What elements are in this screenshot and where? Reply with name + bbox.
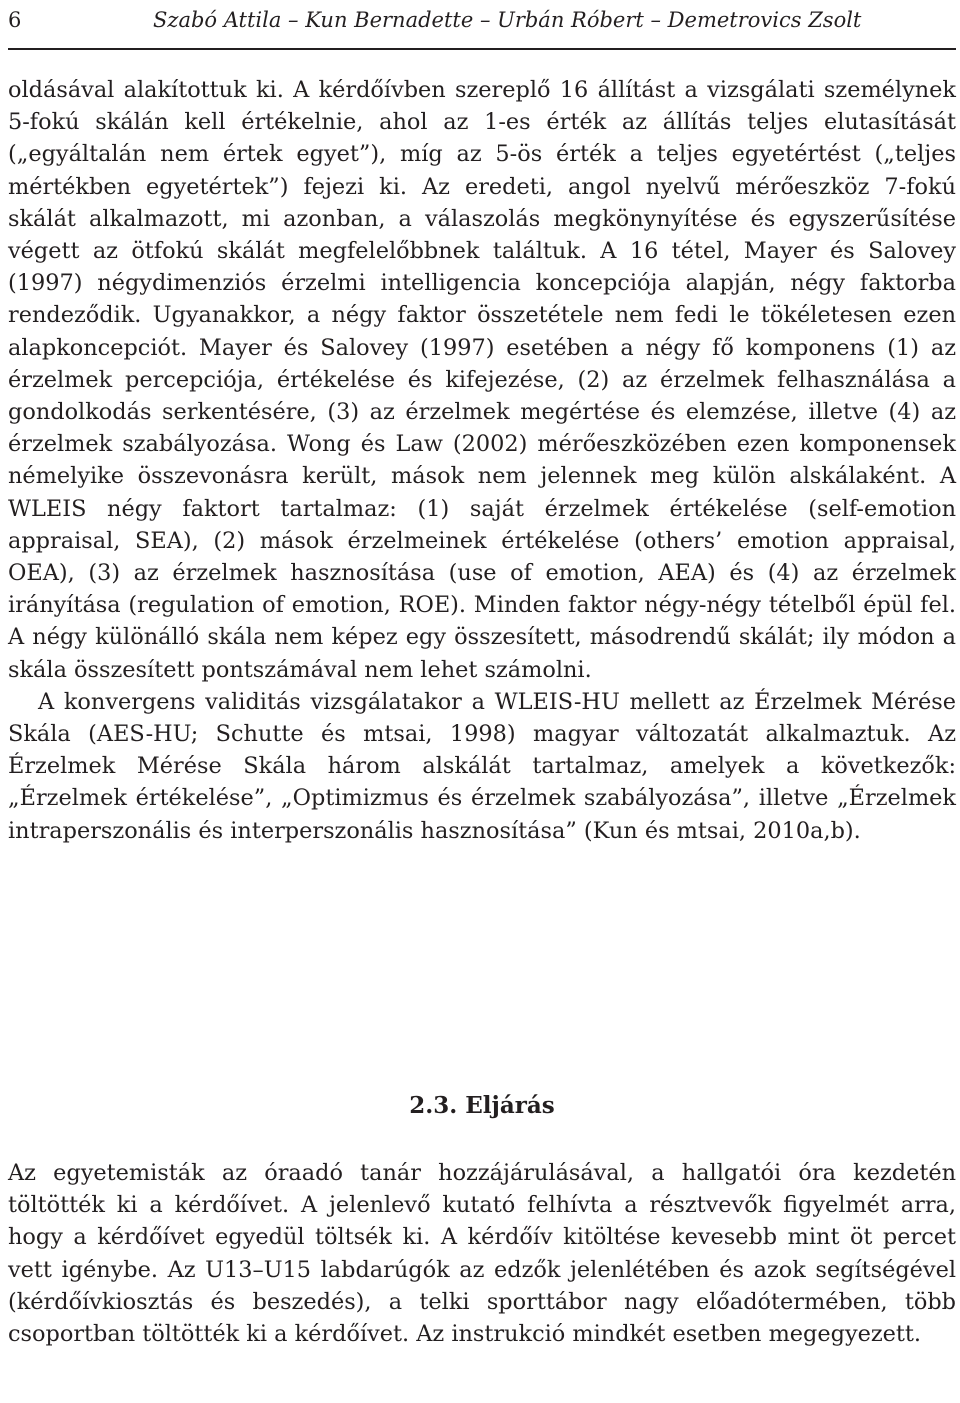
page-number: 6 xyxy=(8,8,22,32)
paragraph: Az egyetemisták az óraadó tanár hozzájárulásával, a hallgatói óra kezdetén töltötték ki a kérdőívet. A jelenlevő kutató felhívta a résztvevők figyelmét arra, hogy a kérdőívet egyedül töltsék ki. A kérdőív kitöltése kevesebb mint öt percet vett igénybe. Az U13–U15 labdarúgók az edzők jelenlétében és azok segítségével (kérdőívkiosztás és beszedés), a telki sporttábor nagy előadótermében, több csoportban töltötték ki a kérdőívet. Az instrukció mindkét esetben megegyezett. xyxy=(8,1160,956,1348)
document-page xyxy=(8,0,956,1348)
header-divider xyxy=(8,48,956,50)
header-authors: Szabó Attila – Kun Bernadette – Urbán Róbert – Demetrovics Zsolt xyxy=(153,8,862,32)
running-header xyxy=(8,0,956,40)
body-text-before-heading xyxy=(8,74,956,847)
body-text-after-heading xyxy=(8,1157,956,1350)
section-heading: 2.3. Eljárás xyxy=(409,1092,555,1119)
paragraph: oldásával alakítottuk ki. A kérdőívben szereplő 16 állítást a vizsgálati személynek 5-fokú skálán kell értékelnie, ahol az 1-es érték az állítás teljes elutasítását („egyáltalán nem értek egyet”), míg az 5-ös érték a teljes egyetértést („teljes mértékben egyetértek”) fejezi ki. Az eredeti, angol nyelvű mérőeszköz 7-fokú skálát alkalmazott, mi azonban, a válaszolás megkönynyítése és egyszerűsítése végett az ötfokú skálát megfelelőbbnek találtuk. A 16 tétel, Mayer és Salovey (1997) négydimenziós érzelmi intelligencia koncepciója alapján, négy faktorba rendeződik. Ugyanakkor, a négy faktor összetétele nem fedi le tökéletesen ezen alapkoncepciót. Mayer és Salovey (1997) esetében a négy fő komponens (1) az érzelmek percepciója, értékelése és kifejezése, (2) az érzelmek felhasználása a gondolkodás serkentésére, (3) az érzelmek megértése és elemzése, illetve (4) az érzelmek szabályozása. Wong és Law (2002) mérőeszközében ezen komponensek némelyike összevonásra került, mások nem jelennek meg külön alskálaként. A WLEIS négy faktort tartalmaz: (1) saját érzelmek értékelése (self-emotion appraisal, SEA), (2) mások érzelmeinek értékelése (others’ emotion appraisal, OEA), (3) az érzelmek hasznosítása (use of emotion, AEA) és (4) az érzelmek irányítása (regulation of emotion, ROE). Minden faktor négy-négy tételből épül fel. A négy különálló skála nem képez egy összesített, másodrendű skálát; ily módon a skála összesített pontszámával nem lehet számolni. xyxy=(8,77,956,683)
paragraph: A konvergens validitás vizsgálatakor a WLEIS-HU mellett az Érzelmek Mérése Skála (AES-HU; Schutte és mtsai, 1998) magyar változatát alkalmaztuk. Az Érzelmek Mérése Skála három alskálát tartalmaz, amelyek a következők: „Érzelmek értékelése”, „Optimizmus és érzelmek szabályozása”, illetve „Érzelmek intraperszonális és interperszonális hasznosítása” (Kun és mtsai, 2010a,b). xyxy=(8,688,956,844)
